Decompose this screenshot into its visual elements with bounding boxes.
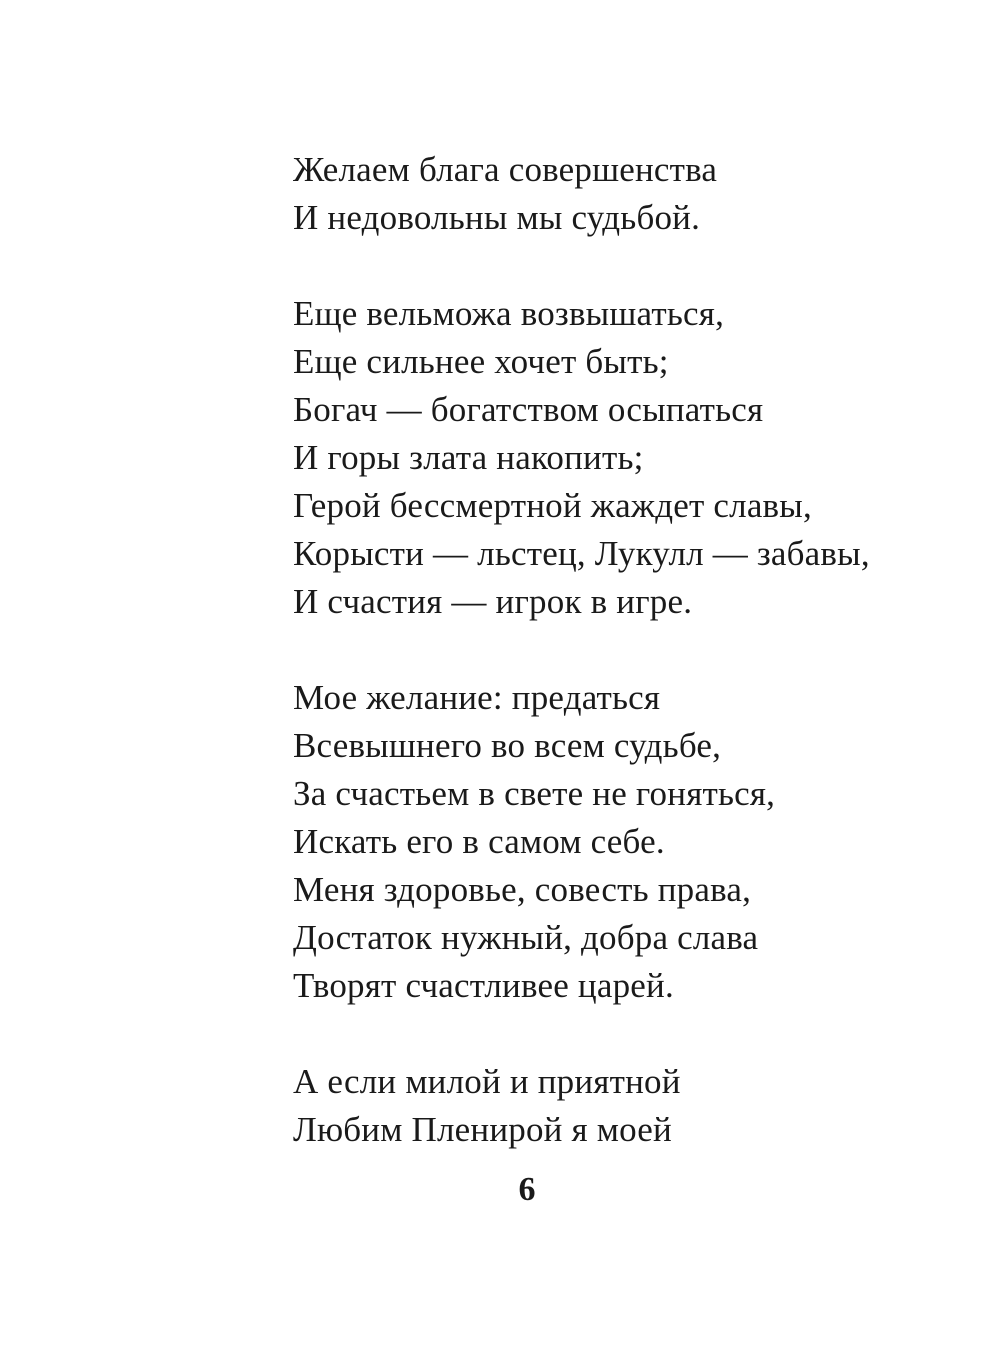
poem-line: Любим Пленирой я моей [293,1110,672,1149]
stanza-4 [293,1058,973,1154]
poem-line: За счастьем в свете не гоняться, [293,774,776,813]
poem-line: И счастия — игрок в игре. [293,582,693,621]
stanza-3 [293,674,973,1010]
poem-line: Искать его в самом себе. [293,822,665,861]
poem-line: Творят счастливее царей. [293,966,674,1005]
poem-line: Мое желание: предаться [293,678,661,717]
stanza-1 [293,146,973,242]
poem-line: Желаем блага совершенства [293,150,718,189]
poem-line: И горы злата накопить; [293,438,644,477]
poem-line: Герой бессмертной жаждет славы, [293,486,812,525]
poem-line: А если милой и приятной [293,1062,681,1101]
poem-text [293,146,973,1154]
poem-line: И недовольны мы судьбой. [293,198,701,237]
poem-line: Всевышнего во всем судьбе, [293,726,722,765]
poem-line: Достаток нужный, добра слава [293,918,759,957]
poem-line: Еще вельможа возвышаться, [293,294,725,333]
stanza-2 [293,290,973,626]
poem-line: Меня здоровье, совесть права, [293,870,752,909]
poem-line: Еще сильнее хочет быть; [293,342,669,381]
page-number: 6 [518,1171,536,1208]
poem-line: Корысти — льстец, Лукулл — забавы, [293,534,870,573]
poem-line: Богач — богатством осыпаться [293,390,764,429]
